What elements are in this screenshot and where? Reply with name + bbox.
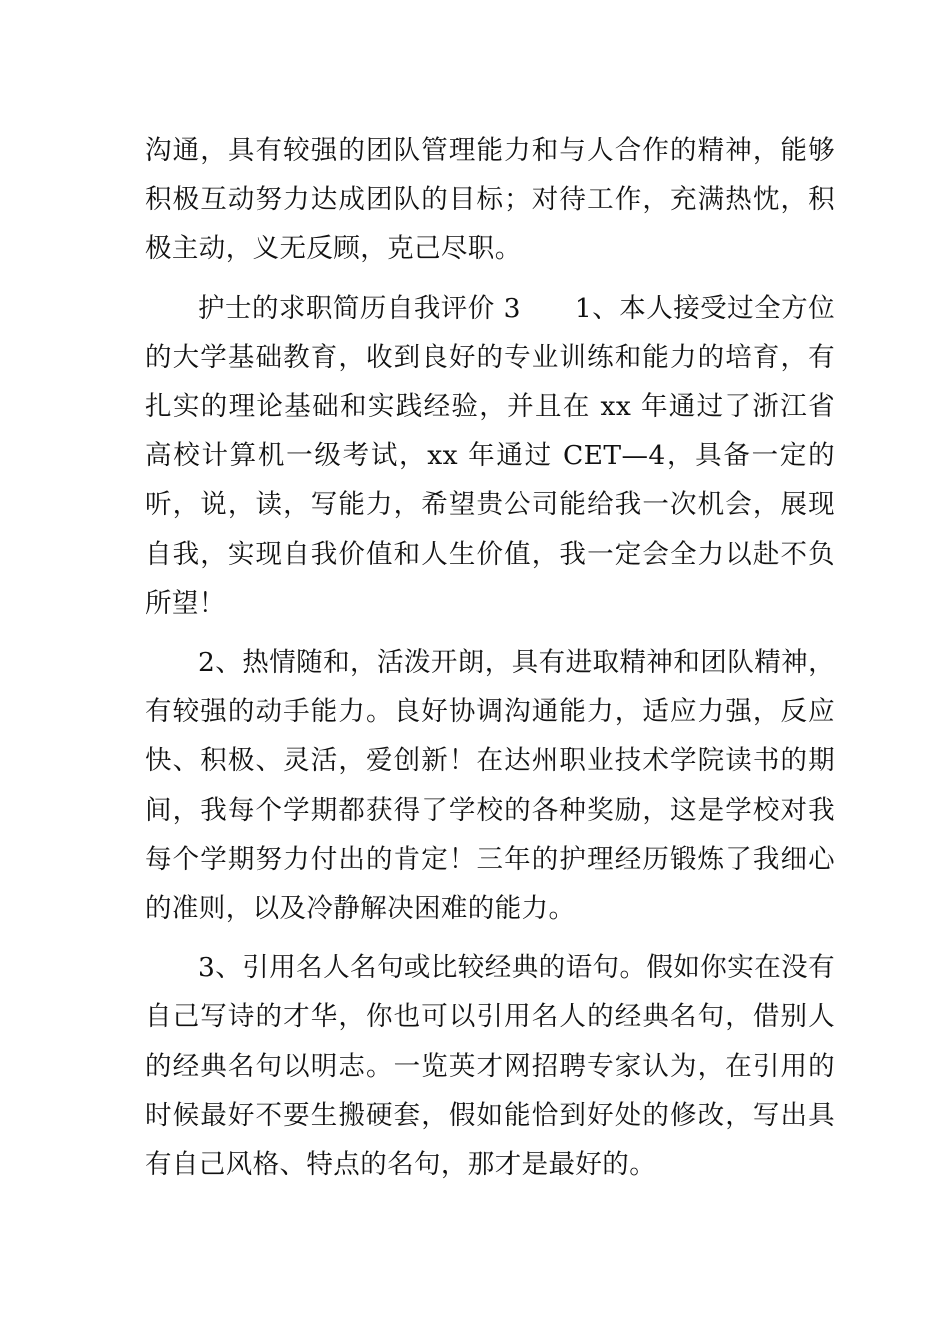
paragraph-continuation: 沟通，具有较强的团队管理能力和与人合作的精神，能够积极互动努力达成团队的目标；对待工作，充满热忱，积极主动，义无反顾，克己尽职。: [145, 135, 835, 265]
document-body: [145, 126, 835, 1189]
paragraph-point-3: 3、引用名人名句或比较经典的语句。假如你实在没有自己写诗的才华，你也可以引用名人的经典名句，借别人的经典名句以明志。一览英才网招聘专家认为，在引用的时候最好不要生搬硬套，假如能恰到好处的修改，写出具有自己风格、特点的名句，那才是最好的。: [145, 952, 835, 1181]
paragraph-point-2: 2、热情随和，活泼开朗，具有进取精神和团队精神，有较强的动手能力。良好协调沟通能力，适应力强，反应快、积极、灵活，爱创新！在达州职业技术学院读书的期间，我每个学期都获得了学校的各种奖励，这是学校对我每个学期努力付出的肯定！三年的护理经历锻炼了我细心的准则，以及冷静解决困难的能力。: [145, 647, 835, 925]
paragraph-self-evaluation-3: 护士的求职简历自我评价 3 1、本人接受过全方位的大学基础教育，收到良好的专业训练和能力的培育，有扎实的理论基础和实践经验，并且在 xx 年通过了浙江省高校计算机一级考试，xx 年通过 CET—4，具备一定的听，说，读，写能力，希望贵公司能给我一次机会，展现自我，实现自我价值和人生价值，我一定会全力以赴不负所望！: [145, 292, 835, 619]
